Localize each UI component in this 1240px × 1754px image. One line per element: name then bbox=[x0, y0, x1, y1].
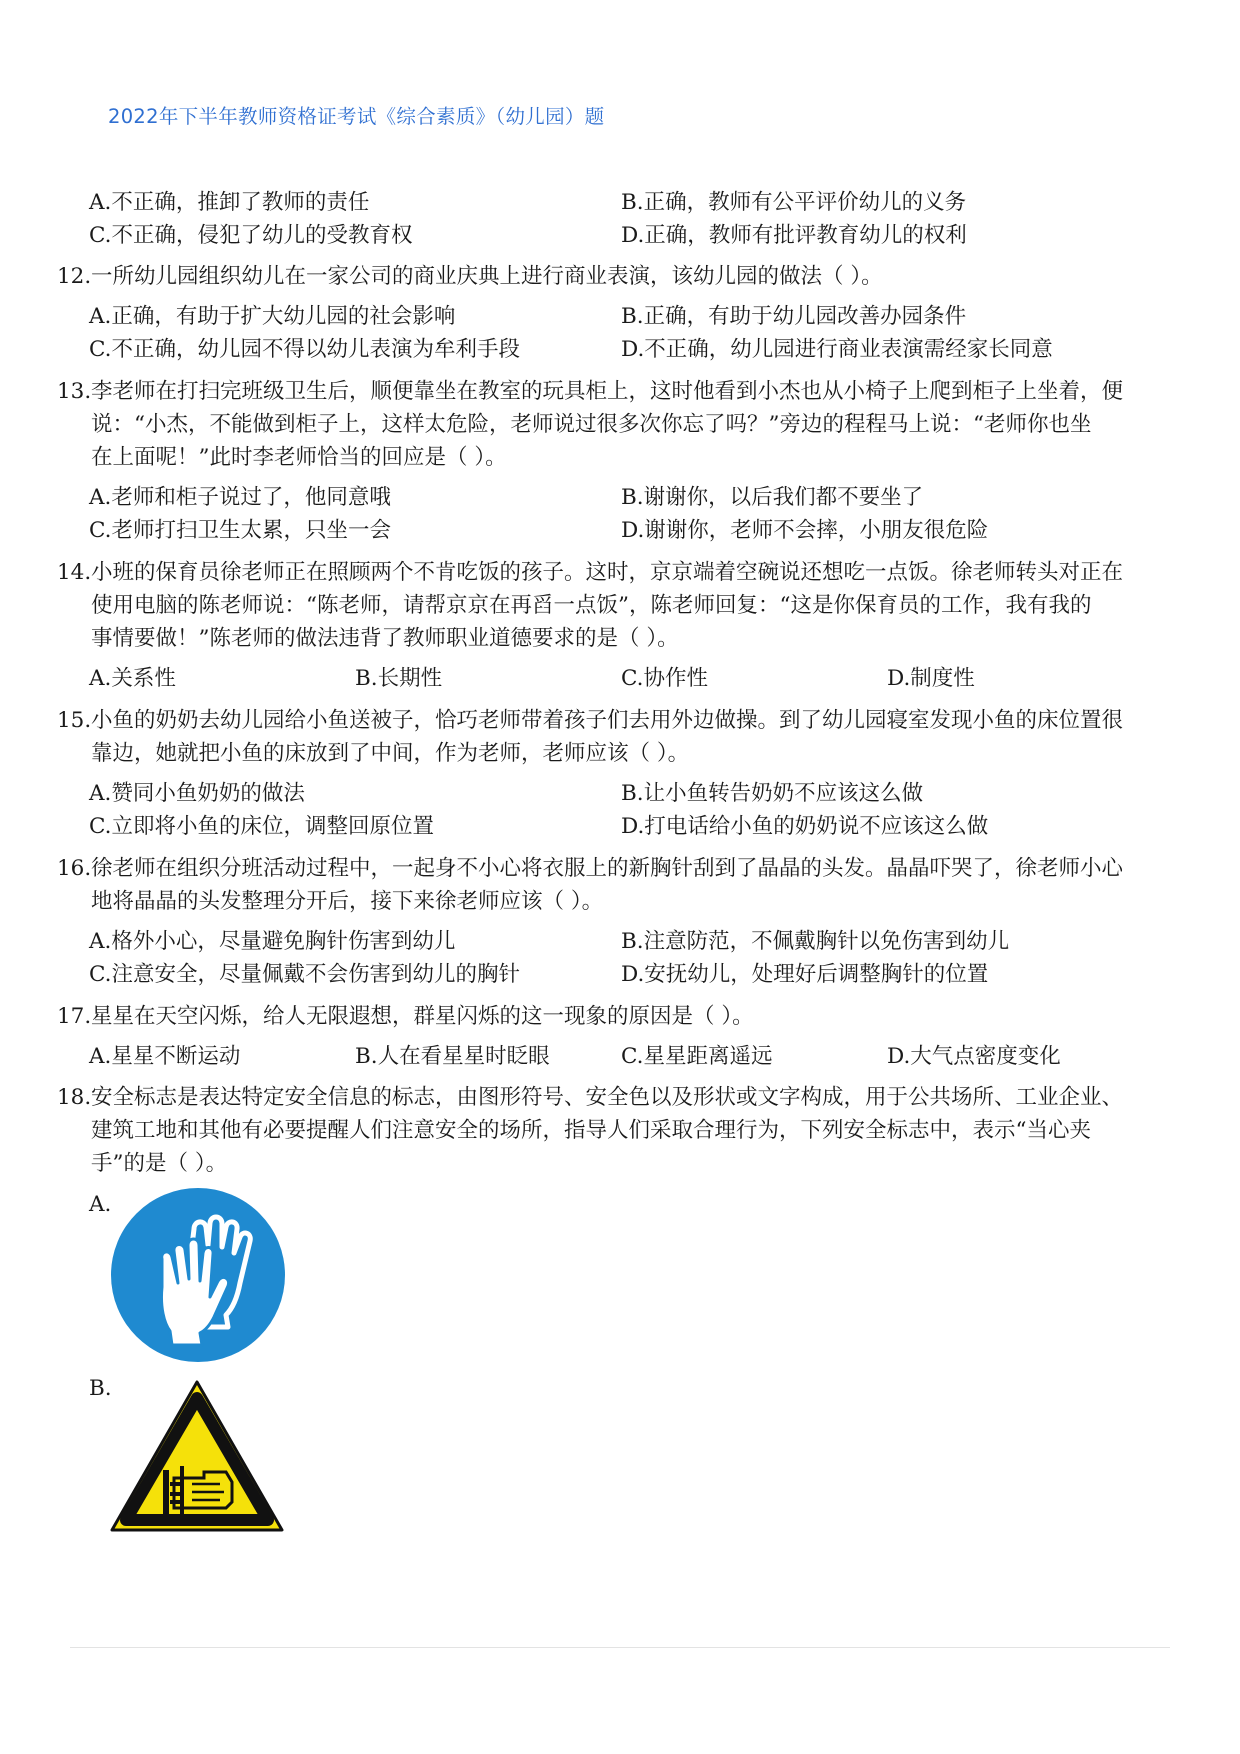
q17-stem: 星星在天空闪烁，给人无限遐想，群星闪烁的这一现象的原因是（ ）。 bbox=[91, 1004, 754, 1029]
q18-stem-line-2: 建筑工地和其他有必要提醒人们注意安全的场所，指导人们采取合理行为，下列安全标志中，表示“当心夹 bbox=[91, 1118, 1091, 1143]
footer-divider bbox=[70, 1647, 1170, 1648]
page-header-title: 2022年下半年教师资格证考试《综合素质》（幼儿园）题 bbox=[108, 105, 605, 128]
q17-number: 17. bbox=[57, 1004, 92, 1029]
q18-stem-line-1: 安全标志是表达特定安全信息的标志，由图形符号、安全色以及形状或文字构成，用于公共场所、工业企业、 bbox=[91, 1085, 1124, 1110]
q18-option-a-sign bbox=[110, 1187, 286, 1367]
q15-option-b: B.让小鱼转告奶奶不应该这么做 bbox=[621, 781, 924, 806]
q18-option-b-label: B. bbox=[89, 1376, 112, 1401]
q12-option-d: D.不正确，幼儿园进行商业表演需经家长同意 bbox=[621, 337, 1053, 362]
q14-stem-line-1: 小班的保育员徐老师正在照顾两个不肯吃饭的孩子。这时，京京端着空碗说还想吃一点饭。徐老师转头对正在 bbox=[91, 560, 1124, 585]
q14-stem-line-3: 事情要做！”陈老师的做法违背了教师职业道德要求的是（ ）。 bbox=[91, 626, 679, 651]
protective-gloves-icon bbox=[110, 1187, 286, 1363]
q15-stem-line-2: 靠边，她就把小鱼的床放到了中间，作为老师，老师应该（ ）。 bbox=[91, 741, 690, 766]
pinch-hand-warning-icon bbox=[108, 1378, 286, 1536]
q16-stem-line-2: 地将晶晶的头发整理分开后，接下来徐老师应该（ ）。 bbox=[91, 889, 604, 914]
q13-number: 13. bbox=[57, 379, 92, 404]
q15-number: 15. bbox=[57, 708, 92, 733]
q11-option-d: D.正确，教师有批评教育幼儿的权利 bbox=[621, 223, 967, 248]
q11-option-b: B.正确，教师有公平评价幼儿的义务 bbox=[621, 190, 967, 215]
q18-stem-line-3: 手”的是（ ）。 bbox=[91, 1151, 228, 1176]
q15-option-a: A.赞同小鱼奶奶的做法 bbox=[89, 781, 305, 806]
q12-option-a: A.正确，有助于扩大幼儿园的社会影响 bbox=[89, 304, 456, 329]
q13-stem-line-1: 李老师在打扫完班级卫生后，顺便靠坐在教室的玩具柜上，这时他看到小杰也从小椅子上爬到柜子上坐着，便 bbox=[91, 379, 1124, 404]
q15-option-d: D.打电话给小鱼的奶奶说不应该这么做 bbox=[621, 814, 989, 839]
q18-number: 18. bbox=[57, 1085, 92, 1110]
q18-option-a-label: A. bbox=[89, 1192, 112, 1217]
q15-option-c: C.立即将小鱼的床位，调整回原位置 bbox=[89, 814, 435, 839]
q16-option-c: C.注意安全，尽量佩戴不会伤害到幼儿的胸针 bbox=[89, 962, 521, 987]
q14-option-c: C.协作性 bbox=[621, 666, 709, 691]
q14-number: 14. bbox=[57, 560, 92, 585]
q13-option-a: A.老师和柜子说过了，他同意哦 bbox=[89, 485, 391, 510]
q17-option-c: C.星星距离遥远 bbox=[621, 1044, 773, 1069]
q11-option-c: C.不正确，侵犯了幼儿的受教育权 bbox=[89, 223, 413, 248]
q15-stem-line-1: 小鱼的奶奶去幼儿园给小鱼送被子，恰巧老师带着孩子们去用外边做操。到了幼儿园寝室发现小鱼的床位置很 bbox=[91, 708, 1124, 733]
q14-option-a: A.关系性 bbox=[89, 666, 176, 691]
q12-number: 12. bbox=[57, 264, 92, 289]
q13-option-c: C.老师打扫卫生太累，只坐一会 bbox=[89, 518, 392, 543]
q12-option-c: C.不正确，幼儿园不得以幼儿表演为牟利手段 bbox=[89, 337, 521, 362]
q16-option-b: B.注意防范，不佩戴胸针以免伤害到幼儿 bbox=[621, 929, 1010, 954]
q16-stem-line-1: 徐老师在组织分班活动过程中，一起身不小心将衣服上的新胸针刮到了晶晶的头发。晶晶吓哭了，徐老师小心 bbox=[91, 856, 1124, 881]
q16-option-d: D.安抚幼儿，处理好后调整胸针的位置 bbox=[621, 962, 989, 987]
q17-option-a: A.星星不断运动 bbox=[89, 1044, 241, 1069]
q17-option-d: D.大气点密度变化 bbox=[887, 1044, 1061, 1069]
q16-option-a: A.格外小心，尽量避免胸针伤害到幼儿 bbox=[89, 929, 456, 954]
q12-option-b: B.正确，有助于幼儿园改善办园条件 bbox=[621, 304, 967, 329]
q14-stem-line-2: 使用电脑的陈老师说：“陈老师，请帮京京在再舀一点饭”，陈老师回复：“这是你保育员的工作，我有我的 bbox=[91, 593, 1092, 618]
q13-option-b: B.谢谢你，以后我们都不要坐了 bbox=[621, 485, 924, 510]
q14-option-d: D.制度性 bbox=[887, 666, 975, 691]
q14-option-b: B.长期性 bbox=[355, 666, 443, 691]
q13-option-d: D.谢谢你，老师不会摔，小朋友很危险 bbox=[621, 518, 989, 543]
q17-option-b: B.人在看星星时眨眼 bbox=[355, 1044, 550, 1069]
q12-stem: 一所幼儿园组织幼儿在一家公司的商业庆典上进行商业表演，该幼儿园的做法（ ）。 bbox=[91, 264, 883, 289]
q11-option-a: A.不正确，推卸了教师的责任 bbox=[89, 190, 370, 215]
q16-number: 16. bbox=[57, 856, 92, 881]
q18-option-b-sign bbox=[108, 1378, 286, 1540]
q13-stem-line-3: 在上面呢！”此时李老师恰当的回应是（ ）。 bbox=[91, 445, 507, 470]
q13-stem-line-2: 说：“小杰，不能做到柜子上，这样太危险，老师说过很多次你忘了吗？”旁边的程程马上说：“老师你也坐 bbox=[91, 412, 1092, 437]
